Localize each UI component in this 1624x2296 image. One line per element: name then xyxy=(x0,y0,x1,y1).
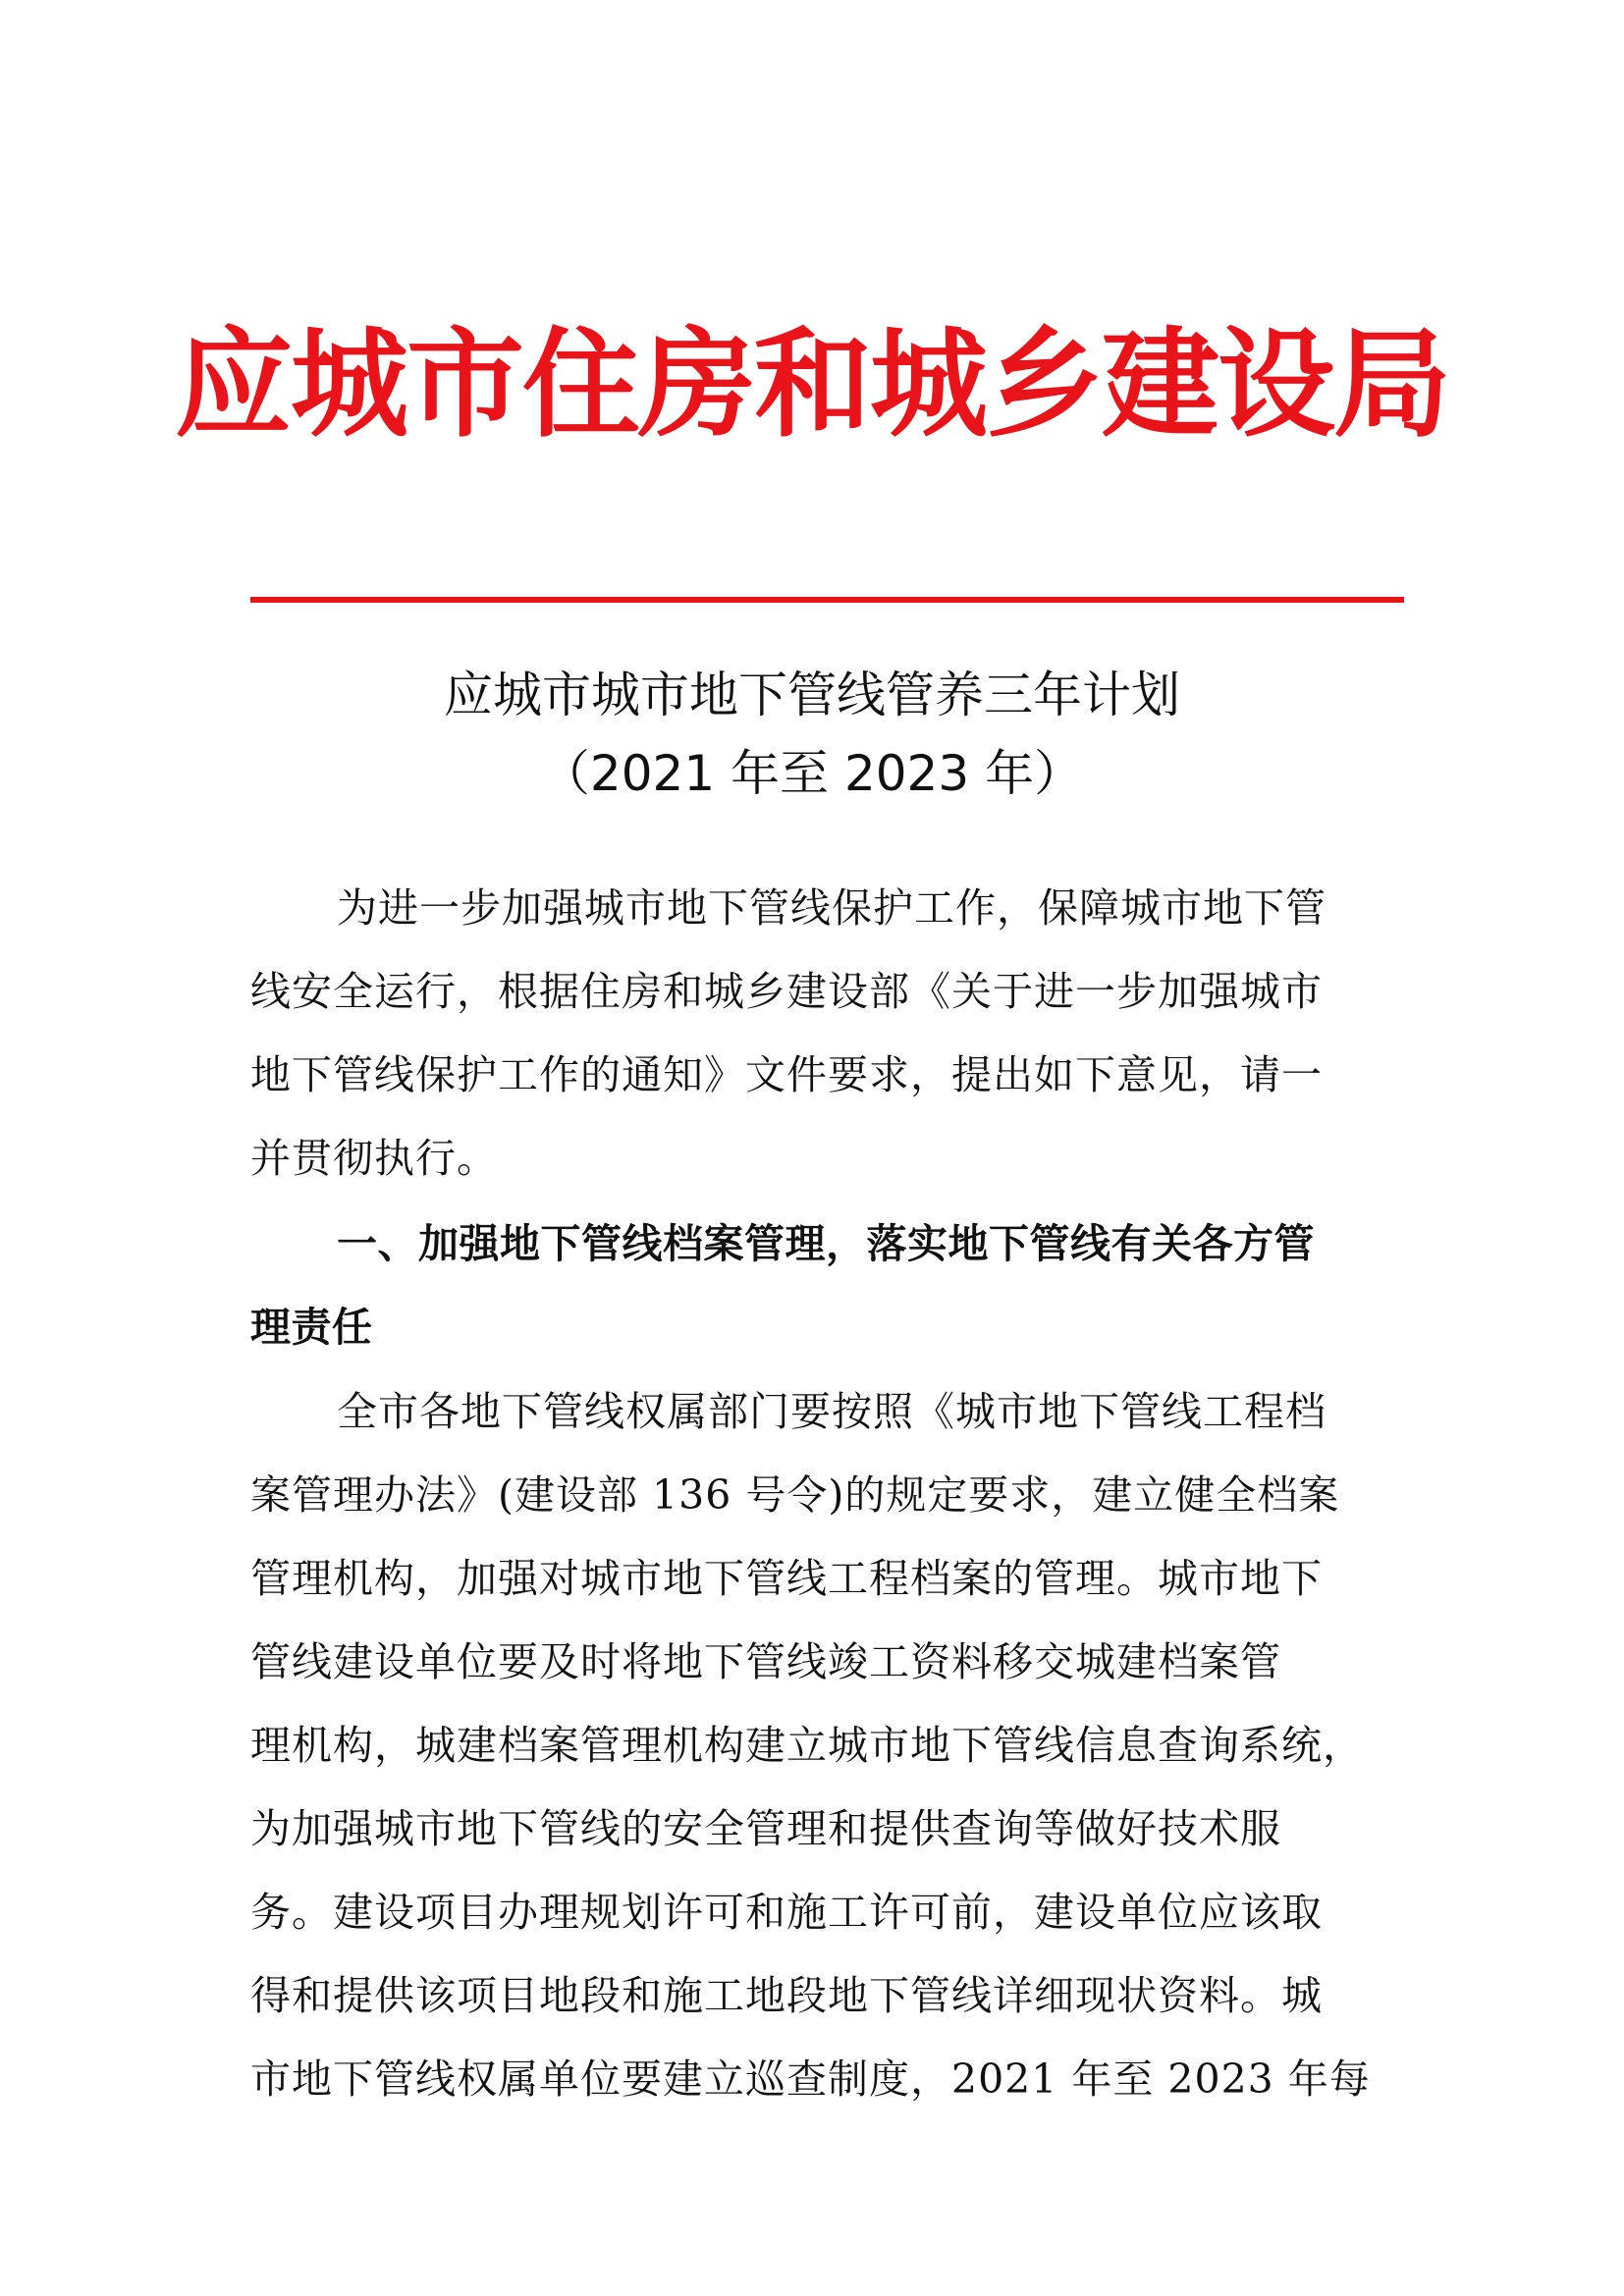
section-heading: 理责任 xyxy=(250,1304,373,1351)
paragraph-line: 市地下管线权属单位要建立巡查制度，2021 年至 2023 年每 xyxy=(250,2056,1371,2103)
paragraph-line: 并贯彻执行。 xyxy=(250,1135,498,1182)
paragraph-line: 全市各地下管线权属部门要按照《城市地下管线工程档 xyxy=(337,1388,1326,1435)
document-title: 应城市城市地下管线管养三年计划 xyxy=(444,667,1180,723)
paragraph-line: 为加强城市地下管线的安全管理和提供查询等做好技术服 xyxy=(250,1805,1281,1852)
paragraph-line: 理机构，城建档案管理机构建立城市地下管线信息查询系统， xyxy=(250,1722,1364,1769)
paragraph-line: 地下管线保护工作的通知》文件要求，提出如下意见，请一 xyxy=(250,1051,1323,1098)
document-subtitle: （2021 年至 2023 年） xyxy=(540,745,1084,802)
paragraph-line: 管线建设单位要及时将地下管线竣工资料移交城建档案管 xyxy=(250,1638,1281,1685)
paragraph-line: 务。建设项目办理规划许可和施工许可前，建设单位应该取 xyxy=(250,1889,1323,1936)
paragraph-line: 得和提供该项目地段和施工地段地下管线详细现状资料。城 xyxy=(250,1972,1323,2019)
paragraph-line: 线安全运行，根据住房和城乡建设部《关于进一步加强城市 xyxy=(250,968,1323,1015)
paragraph-line: 为进一步加强城市地下管线保护工作，保障城市地下管 xyxy=(337,884,1326,932)
section-heading: 一、加强地下管线档案管理，落实地下管线有关各方管 xyxy=(337,1220,1315,1267)
letterhead-issuer: 应城市住房和城乡建设局 xyxy=(175,315,1449,454)
paragraph-line: 管理机构，加强对城市地下管线工程档案的管理。城市地下 xyxy=(250,1555,1323,1602)
letterhead-red-rule xyxy=(250,597,1404,603)
paragraph-line: 案管理办法》(建设部 136 号令)的规定要求，建立健全档案 xyxy=(250,1471,1340,1519)
